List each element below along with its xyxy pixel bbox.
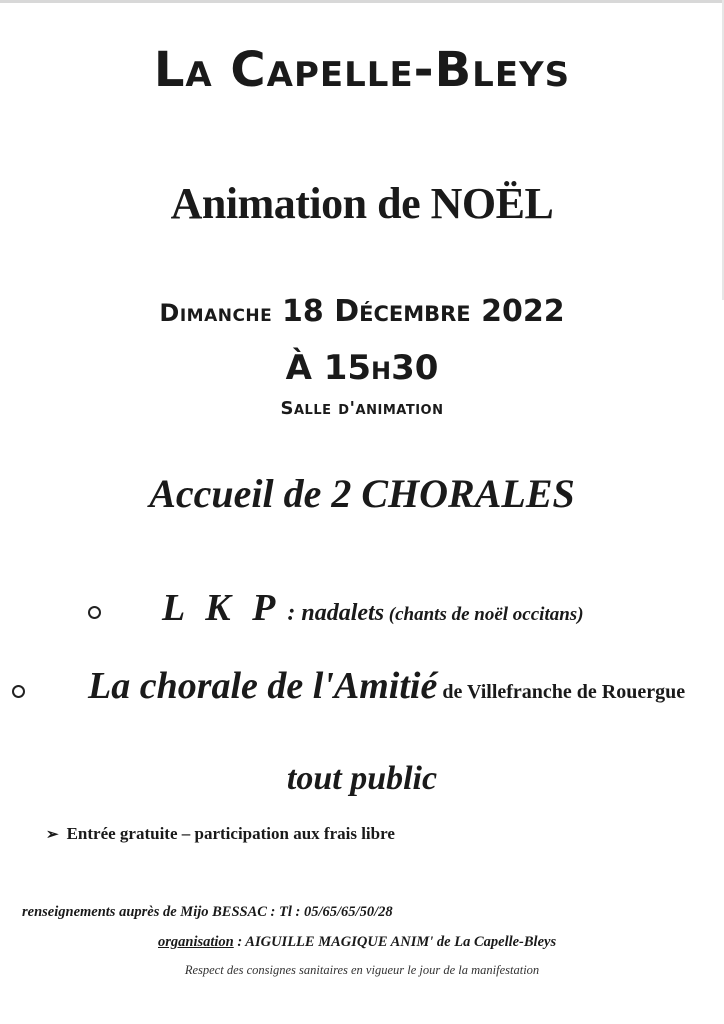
choir-description: : nadalets xyxy=(281,600,385,626)
event-time: À 15h30 xyxy=(285,348,439,388)
entry-text: Entrée gratuite – participation aux frais libre xyxy=(66,824,395,843)
organisation-label: organisation xyxy=(158,934,234,950)
organisation-value: : AIGUILLE MAGIQUE ANIM' de La Capelle-Bleys xyxy=(233,934,557,950)
bullet-icon xyxy=(12,685,25,698)
audience-label: tout public xyxy=(286,760,438,797)
town-title: La Capelle-Bleys xyxy=(153,42,571,98)
organisation-info xyxy=(158,934,556,951)
event-title: Animation de NOËL xyxy=(170,179,554,228)
sanitary-notice: Respect des consignes sanitaires en vigueur le jour de la manifestation xyxy=(184,963,540,977)
choir-note: (chants de noël occitans) xyxy=(384,604,584,625)
event-venue: Salle d'animation xyxy=(280,398,444,419)
welcome-heading: Accueil de 2 CHORALES xyxy=(149,471,575,516)
choir-name: L K P xyxy=(162,587,282,629)
choir-name: La chorale de l'Amitié xyxy=(88,665,438,707)
scan-top-edge xyxy=(0,0,724,3)
date-day: Dimanche xyxy=(159,299,273,327)
arrow-bullet-icon: ➢ xyxy=(46,827,59,843)
entry-info xyxy=(46,824,395,844)
bullet-icon xyxy=(88,606,101,619)
choir-item-amitie xyxy=(88,664,685,708)
date-value: 18 Décembre 2022 xyxy=(282,294,565,329)
event-date xyxy=(0,294,724,329)
contact-info: renseignements auprès de Mijo BESSAC : Tl : 05/65/65/50/28 xyxy=(22,904,393,920)
choir-item-lkp xyxy=(162,586,584,630)
choir-description: de Villefranche de Rouergue xyxy=(437,681,686,703)
